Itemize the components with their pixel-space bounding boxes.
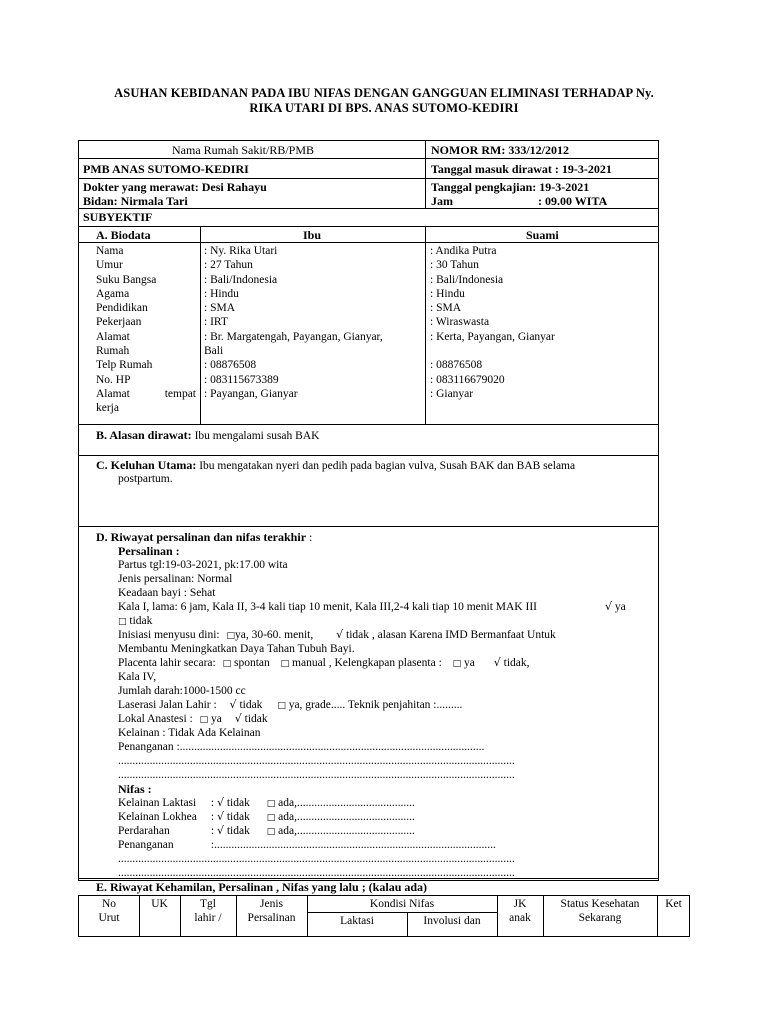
subyektif-heading: SUBYEKTIF [83,210,153,224]
ibu-header: Ibu [303,228,322,242]
lokhea-ada: ada, [278,811,297,823]
ibu-agama: : Hindu [204,287,239,300]
label-hp: No. HP [96,373,131,386]
jumlah-darah: Jumlah darah:1000-1500 cc [118,685,246,697]
dotted-fill: .......................................................................................................... [179,741,485,753]
check-icon: √ [216,796,224,809]
col-persalinan: Persalinan [247,912,296,924]
nifas-lokhea [118,810,415,825]
laktasi-tidak: tidak [226,797,250,809]
suami-header: Suami [526,228,559,242]
suami-pendidikan: : SMA [430,302,461,315]
lokal-label: Lokal Anastesi : [118,713,193,725]
col-tgl: Tgl [200,898,216,910]
nifas-laktasi [118,796,415,811]
ibu-telp: : 08876508 [204,359,257,372]
col-jk: JK [513,898,527,910]
laktasi-label: Kelainan Laktasi [118,797,197,809]
bidan: Bidan: Nirmala Tari [83,194,188,208]
lokal-row [118,712,268,727]
riwayat-colon: : [306,530,313,544]
title-line-2: RIKA UTARI DI BPS. ANAS SUTOMO-KEDIRI [249,101,519,115]
lokal-tidak: tidak [244,713,268,725]
suami-values [430,244,650,401]
pmb-name: PMB ANAS SUTOMO-KEDIRI [83,162,249,176]
col-kondisi: Kondisi Nifas [369,898,435,910]
col-no: No [101,898,117,910]
biodata-labels [96,244,196,416]
label-kerja: kerja [96,402,119,415]
ibu-pekerjaan: : IRT [204,316,228,329]
perdarahan-ada: ada, [278,825,297,837]
ibu-alamat-2: Bali [204,345,224,358]
ibu-suku: : Bali/Indonesia [204,273,278,286]
dotted-fill: ......................................... [296,811,415,823]
laserasi-tidak: tidak [239,699,263,711]
laserasi-row [118,698,462,713]
label-agama: Agama [96,287,130,300]
plasenta-tidak: tidak, [503,657,530,669]
nifas-perdarahan [118,824,415,839]
manual-label: manual , Kelengkapan plasenta : [292,657,442,669]
label-suku: Suku Bangsa [96,273,157,286]
suami-umur: : 30 Tahun [430,259,479,272]
ibu-values [204,244,422,401]
col-sekarang: Sekarang [578,912,622,924]
suami-nama: : Andika Putra [430,245,497,257]
col-ket: Ket [665,898,682,910]
col-anak: anak [509,912,531,924]
title-line-1: ASUHAN KEBIDANAN PADA IBU NIFAS DENGAN GANGGUAN ELIMINASI TERHADAP Ny. [114,86,654,100]
check-icon: √ [229,698,237,711]
checkbox-icon: □ [452,659,462,669]
col-urut: Urut [98,912,120,924]
penanganan2-label: Penanganan [118,839,174,851]
dotted-line: .......................................................................................................................................... [118,769,515,781]
checkbox-icon: □ [277,701,286,711]
suami-alamat-spacer [430,344,650,358]
colon: : [210,839,215,851]
rm-number: NOMOR RM: 333/12/2012 [431,143,569,157]
label-alamat-kerja [96,387,196,401]
laktasi-ada: ada, [278,797,297,809]
col-laktasi: Laktasi [340,915,374,927]
laserasi-ya: ya, grade..... Teknik penjahitan :......... [288,699,463,711]
dokter: Dokter yang merawat: Desi Rahayu [83,180,267,194]
document-title [0,86,768,116]
keluhan-value-2: postpartum. [118,473,173,485]
mak-tidak-label: tidak [129,615,153,627]
ibu-alamat-kerja: : Payangan, Gianyar [204,387,298,400]
label-rumah: Rumah [96,345,130,358]
label-tempat: tempat [164,387,196,400]
laserasi-label: Laserasi Jalan Lahir : [118,699,217,711]
dotted-fill: ......................................... [296,797,415,809]
label-telp: Telp Rumah [96,359,153,372]
dotted-fill: .................................................................................................. [214,839,496,851]
penanganan-row [118,740,593,754]
perdarahan-tidak: tidak [226,825,250,837]
checkbox-icon: □ [226,631,235,641]
dotted-line: .......................................................................................................................................... [118,755,515,767]
ibu-pendidikan: : SMA [204,302,235,315]
placenta-label: Placenta lahir secara: [118,657,216,669]
colon: : [210,811,215,823]
alasan-row [96,428,319,443]
imd-row [118,628,556,643]
label-alamat: Alamat [96,330,130,343]
colon: : [210,825,215,837]
suami-telp: : 08876508 [430,359,483,372]
suami-pekerjaan: : Wiraswasta [430,316,490,329]
mak-ya-label: ya [614,601,626,613]
rs-label: Nama Rumah Sakit/RB/PMB [172,143,315,157]
dotted-line: .......................................................................................................................................... [118,867,515,877]
mak-tidak [118,614,152,629]
imd-label: Inisiasi menyusu dini: [118,629,220,641]
checkbox-icon: □ [266,827,276,837]
plasenta-ya: ya [464,657,475,669]
check-icon: √ [234,712,242,725]
keluhan-value: Ibu mengatakan nyeri dan pedih pada bagian vulva, Susah BAK dan BAB selama [196,460,576,472]
riwayat-lalu-heading: E. Riwayat Kehamilan, Persalinan , Nifas yang lalu ; (kalau ada) [96,880,428,894]
checkbox-icon: □ [199,715,209,725]
placenta-row [118,656,530,671]
spontan-label: spontan [233,657,270,669]
ibu-umur: : 27 Tahun [204,259,253,272]
riwayat-label: D. Riwayat persalinan dan nifas terakhir [96,530,307,544]
suami-suku: : Bali/Indonesia [430,273,504,286]
tanggal-pengkajian: Tanggal pengkajian: 19-3-2021 [431,180,590,194]
label-pekerjaan: Pekerjaan [96,316,142,329]
dotted-line: .......................................................................................................................................... [118,853,515,865]
checkbox-icon: □ [266,813,276,823]
penanganan-label: Penanganan : [118,741,180,753]
keluhan-label: C. Keluhan Utama: [96,458,197,472]
col-status: Status Kesehatan [560,898,640,910]
checkbox-icon: □ [222,659,232,669]
jenis-persalinan: Jenis persalinan: Normal [118,573,233,585]
imd-tidak: tidak , alasan Karena IMD Bermanfaat Untuk [346,629,556,641]
kala: Kala I, lama: 6 jam, Kala II, 3-4 kali tiap 10 menit, Kala III,2-4 kali tiap 10 menit MAK III [118,601,537,613]
checkbox-icon: □ [118,617,127,627]
checkbox-icon: □ [280,659,290,669]
check-icon: √ [216,824,224,837]
check-icon: √ [216,810,224,823]
ibu-alamat: : Br. Margatengah, Payangan, Gianyar, [204,330,383,343]
perdarahan-label: Perdarahan [118,825,170,837]
check-icon: √ [336,628,344,641]
label-nama: Nama [96,245,124,257]
check-icon: √ [605,600,613,613]
suami-alamat-kerja: : Gianyar [430,387,474,400]
checkbox-icon: □ [266,799,276,809]
jam-label: Jam [431,194,453,208]
imd-row-2: Membantu Meningkatkan Daya Tahan Tubuh Bayi. [118,643,355,655]
label-pendidikan: Pendidikan [96,302,148,315]
keluhan-row [96,458,575,473]
colon: : [210,797,215,809]
lokal-ya: ya [211,713,222,725]
alasan-label: B. Alasan dirawat: [96,428,192,442]
nifas-label: Nifas : [118,782,152,796]
label-umur: Umur [96,259,123,272]
tanggal-masuk: Tanggal masuk dirawat : 19-3-2021 [431,162,612,176]
persalinan-label: Persalinan : [118,544,180,558]
lokhea-label: Kelainan Lokhea [118,811,197,823]
imd-ya: ya, 30-60. menit, [234,629,314,641]
keadaan-bayi: Keadaan bayi : Sehat [118,587,216,599]
partus: Partus tgl:19-03-2021, pk:17.00 wita [118,559,288,571]
nifas-penanganan [118,838,593,852]
ibu-nama: : Ny. Rika Utari [204,245,278,257]
alasan-value: Ibu mengalami susah BAK [191,430,320,442]
dotted-fill: ......................................... [296,825,415,837]
lokhea-tidak: tidak [226,811,250,823]
col-jenis: Jenis [260,898,283,910]
suami-hp: : 083116679020 [430,373,505,386]
kelainan: Kelainan : Tidak Ada Kelainan [118,727,261,739]
mak-ya [605,600,626,614]
label-alamat2: Alamat [96,387,130,400]
col-lahir: lahir / [194,912,222,924]
kala-iv: Kala IV, [118,671,157,683]
col-involusi: Involusi dan [423,915,481,927]
suami-agama: : Hindu [430,287,465,300]
ibu-hp: : 083115673389 [204,373,279,386]
col-uk: UK [151,898,168,910]
check-icon: √ [493,656,501,669]
suami-alamat: : Kerta, Payangan, Gianyar [430,330,555,343]
jam-value: : 09.00 WITA [538,194,608,208]
biodata-heading: A. Biodata [96,228,151,242]
riwayat-row [96,530,312,544]
